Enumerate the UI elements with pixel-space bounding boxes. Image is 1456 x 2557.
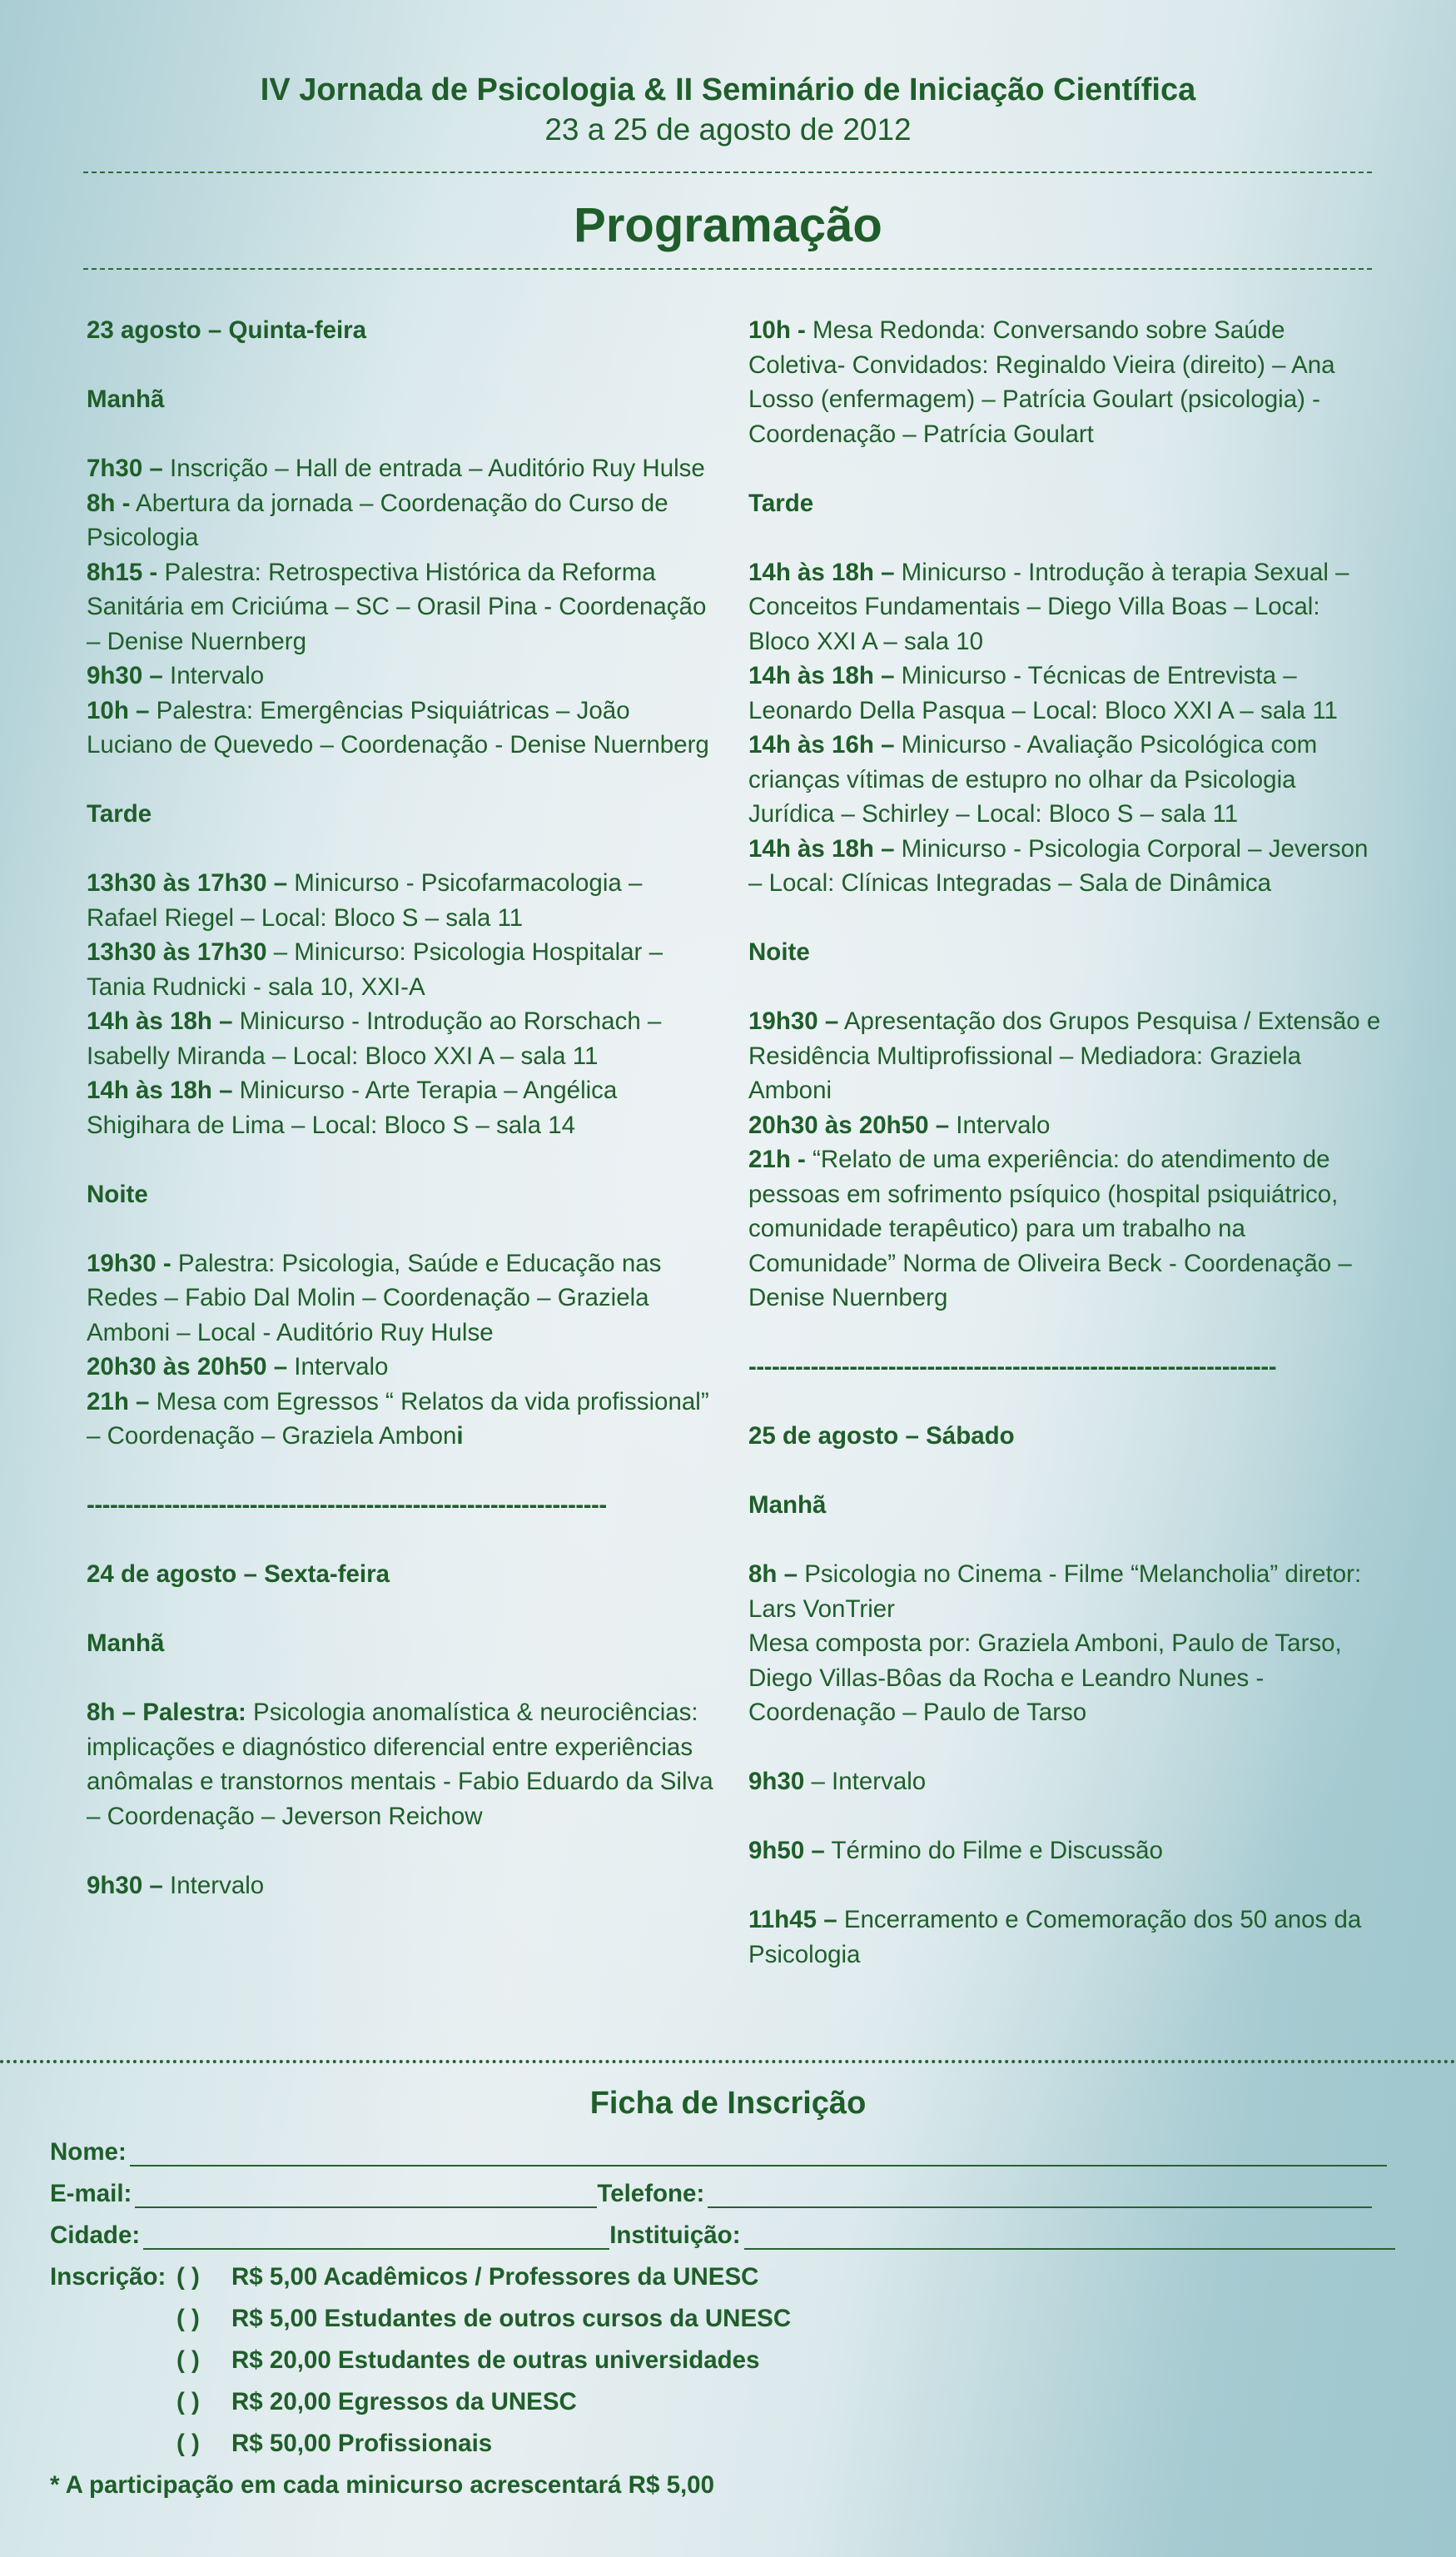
institution-label: Instituição: bbox=[609, 2221, 741, 2249]
period-title: Tarde bbox=[87, 800, 152, 828]
registration-option bbox=[50, 2381, 1415, 2423]
name-row bbox=[50, 2132, 1415, 2173]
option-checkbox[interactable]: ( ) bbox=[176, 2430, 200, 2457]
divider bbox=[83, 172, 1372, 173]
institution-field[interactable] bbox=[744, 2220, 1395, 2250]
name-label: Nome: bbox=[50, 2138, 127, 2166]
schedule-item: 8h – Psicologia no Cinema - Filme “Melancholia” diretor: Lars VonTrier bbox=[748, 1560, 1362, 1623]
city-field[interactable] bbox=[143, 2220, 609, 2250]
period-title: Manhã bbox=[87, 1629, 165, 1657]
name-field[interactable] bbox=[130, 2137, 1387, 2166]
schedule-item: 8h - Abertura da jornada – Coordenação do Curso de Psicologia bbox=[87, 489, 668, 551]
schedule-item: 8h – Palestra: Psicologia anomalística & neurociências: implicações e diagnóstico diferencial entre experiências anômalas e transtornos mentais - Fabio Eduardo da Silva – Coordenação – Jeverson Reichow bbox=[87, 1699, 713, 1830]
schedule-item: 7h30 – Inscrição – Hall de entrada – Auditório Ruy Hulse bbox=[87, 455, 705, 482]
registration-option bbox=[50, 2423, 1415, 2465]
option-label: R$ 20,00 Egressos da UNESC bbox=[231, 2388, 577, 2415]
option-label: R$ 50,00 Profissionais bbox=[231, 2430, 493, 2457]
registration-option bbox=[50, 2256, 1415, 2298]
right-column bbox=[748, 313, 1381, 1972]
schedule-item-detail: Mesa composta por: Graziela Amboni, Paulo de Tarso, Diego Villas-Bôas da Rocha e Leandro Nunes - Coordenação – Paulo de Tarso bbox=[748, 1629, 1342, 1726]
divider bbox=[83, 268, 1372, 270]
schedule-item: 10h – Palestra: Emergências Psiquiátricas – João Luciano de Quevedo – Coordenação - Denise Nuernberg bbox=[87, 696, 709, 759]
left-column bbox=[87, 313, 719, 1903]
program-title: Programação bbox=[574, 198, 882, 252]
schedule-item: 11h45 – Encerramento e Comemoração dos 50 anos da Psicologia bbox=[748, 1906, 1362, 1968]
section-separator: -------------------------------------------------------------------- bbox=[748, 1353, 1277, 1380]
registration-form bbox=[50, 2132, 1415, 2506]
option-checkbox[interactable]: ( ) bbox=[176, 2263, 200, 2291]
schedule-item: 14h às 18h – Minicurso - Técnicas de Entrevista – Leonardo Della Pasqua – Local: Bloco XXI A – sala 11 bbox=[748, 662, 1338, 724]
option-checkbox[interactable]: ( ) bbox=[176, 2388, 200, 2415]
schedule-item: 14h às 18h – Minicurso - Introdução à terapia Sexual – Conceitos Fundamentais – Diego Villa Boas – Local: Bloco XXI A – sala 10 bbox=[748, 558, 1349, 655]
schedule-item: 8h15 - Palestra: Retrospectiva Histórica da Reforma Sanitária em Criciúma – SC – Orasil Pina - Coordenação – Denise Nuernberg bbox=[87, 558, 707, 655]
schedule-item: 9h30 – Intervalo bbox=[87, 1871, 265, 1899]
phone-field[interactable] bbox=[708, 2178, 1372, 2208]
schedule-item: 21h - “Relato de uma experiência: do atendimento de pessoas em sofrimento psíquico (hospital psiquiátrico, comunidade terapêutico) para um trabalho na Comunidade” Norma de Oliveira Beck - Coordenação – Denise Nuernberg bbox=[748, 1146, 1352, 1311]
period-title: Noite bbox=[87, 1180, 148, 1208]
schedule-item: 9h30 – Intervalo bbox=[748, 1768, 927, 1795]
schedule-item: 14h às 16h – Minicurso - Avaliação Psicológica com crianças vítimas de estupro no olhar da Psicologia Jurídica – Schirley – Local: Bloco S – sala 11 bbox=[748, 731, 1318, 828]
email-field[interactable] bbox=[135, 2178, 597, 2208]
option-label: R$ 20,00 Estudantes de outras universidades bbox=[231, 2346, 760, 2374]
schedule-item: 20h30 às 20h50 – Intervalo bbox=[87, 1353, 389, 1380]
event-title: IV Jornada de Psicologia & II Seminário de Iniciação Científica bbox=[260, 72, 1196, 107]
city-row bbox=[50, 2215, 1415, 2256]
schedule-item: 13h30 às 17h30 – Minicurso: Psicologia Hospitalar – Tania Rudnicki - sala 10, XXI-A bbox=[87, 938, 663, 1001]
city-label: Cidade: bbox=[50, 2221, 141, 2249]
schedule-item: 19h30 - Palestra: Psicologia, Saúde e Educação nas Redes – Fabio Dal Molin – Coordenação – Graziela Amboni – Local - Auditório Ruy Hulse bbox=[87, 1249, 662, 1346]
schedule-item: 9h50 – Término do Filme e Discussão bbox=[748, 1837, 1163, 1864]
option-label: R$ 5,00 Acadêmicos / Professores da UNESC bbox=[231, 2263, 759, 2291]
schedule-item: 13h30 às 17h30 – Minicurso - Psicofarmacologia – Rafael Riegel – Local: Bloco S – sala 11 bbox=[87, 869, 643, 932]
schedule-item: 14h às 18h – Minicurso - Psicologia Corporal – Jeverson – Local: Clínicas Integradas – Sala de Dinâmica bbox=[748, 834, 1369, 897]
email-label: E-mail: bbox=[50, 2180, 132, 2207]
day-title: 24 de agosto – Sexta-feira bbox=[87, 1560, 390, 1588]
option-label: R$ 5,00 Estudantes de outros cursos da UNESC bbox=[231, 2305, 792, 2332]
day-title: 23 agosto – Quinta-feira bbox=[87, 316, 367, 344]
schedule-item: 19h30 – Apresentação dos Grupos Pesquisa / Extensão e Residência Multiprofissional – Mediadora: Graziela Amboni bbox=[748, 1007, 1381, 1104]
period-title: Tarde bbox=[748, 489, 814, 517]
schedule-item: 9h30 – Intervalo bbox=[87, 662, 265, 689]
registration-option bbox=[50, 2340, 1415, 2381]
period-title: Noite bbox=[748, 938, 810, 966]
schedule-item: 14h às 18h – Minicurso - Arte Terapia – Angélica Shigihara de Lima – Local: Bloco S – sala 14 bbox=[87, 1077, 618, 1139]
phone-label: Telefone: bbox=[597, 2180, 705, 2207]
event-dates: 23 a 25 de agosto de 2012 bbox=[544, 112, 912, 147]
schedule-item: 21h – Mesa com Egressos “ Relatos da vida profissional” – Coordenação – Graziela Amboni bbox=[87, 1387, 709, 1450]
registration-label: Inscrição: bbox=[50, 2263, 166, 2291]
option-checkbox[interactable]: ( ) bbox=[176, 2346, 200, 2374]
period-title: Manhã bbox=[748, 1491, 827, 1519]
form-title: Ficha de Inscrição bbox=[589, 2086, 867, 2121]
schedule-item: 20h30 às 20h50 – Intervalo bbox=[748, 1111, 1051, 1139]
header bbox=[0, 70, 1456, 150]
period-title: Manhã bbox=[87, 386, 165, 413]
day-title: 25 de agosto – Sábado bbox=[748, 1422, 1015, 1450]
schedule-item: 10h - Mesa Redonda: Conversando sobre Saúde Coletiva- Convidados: Reginaldo Vieira (direito) – Ana Losso (enfermagem) – Patrícia Goulart (psicologia) - Coordenação – Patrícia Goulart bbox=[748, 316, 1335, 448]
registration-option bbox=[50, 2298, 1415, 2340]
cut-line bbox=[0, 2060, 1456, 2063]
option-checkbox[interactable]: ( ) bbox=[176, 2305, 200, 2332]
schedule-item: 14h às 18h – Minicurso - Introdução ao Rorschach – Isabelly Miranda – Local: Bloco XXI A – sala 11 bbox=[87, 1007, 662, 1070]
minicourse-note: * A participação em cada minicurso acrescentará R$ 5,00 bbox=[50, 2471, 714, 2499]
email-row bbox=[50, 2173, 1415, 2215]
section-separator: ------------------------------------------------------------------- bbox=[87, 1491, 607, 1519]
